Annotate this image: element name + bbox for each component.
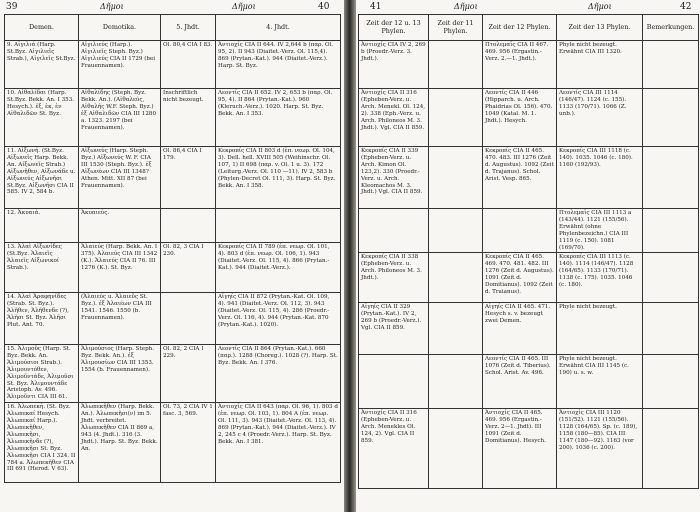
cell-4-jhdt: Λεοντίς CIA II 864 (Prytan.-Kat.). 660 (παρ.). 1288 (Choreg.). 1028 (?). Harp. St. Byz. Bekk. An. I 376. (216, 345, 341, 403)
col-header-13-phylen: Zeit der 13 Phylen. (557, 15, 643, 41)
cell-demen: 9. Αἰγιλιά (Harp. St.Byz. Αἰγιλιεῖς Strab.), Αἰγιλεῖς St.Byz. (5, 41, 79, 89)
cell-12-13: Ἀντιοχίς CIA IV 2, 269 b (Proedr.-Verz. 3. Jhdt.). (359, 41, 429, 89)
cell-5-jhdt (161, 293, 216, 345)
running-head-right: Δῆμοι (454, 2, 478, 11)
page-number-left: 39 (6, 2, 18, 12)
cell-demen: 15. Ἁλιμοῦς (Harp. St. Byz. Bekk. An. Ἁλιμούσιοι Strab.). Ἁλιμουντόθεν, Ἁλιμοῦντάδε, Ἁλιμοῦσι St. Byz. Ἁλιμουντάδε Aristoph. Av. 496. Ἁλιμοῦντι CIA III 61. (5, 345, 79, 403)
cell-5-jhdt: Ol. 80,4 CIA I 83. (161, 41, 216, 89)
cell-12-13: Αἰγηίς CIA II 329 (Prytan.-Kat.). IV 2, 269 b (Proedr.-Verz.). Vgl. CIA II 859. (359, 303, 429, 355)
cell-4-jhdt: Λεοντίς CIA II 652. IV 2, 653 b (παρ. Ol. 95, 4). II 864 (Prytan.-Kat.). 960 (Kleruch.-Verz.). 1020. Harp. St. Byz. Bekk. An. I 353. (216, 89, 341, 147)
cell-demotika: Αἰξωνεύς (Harp. Steph. Byz.) Αἰξωνεύς W. F. CIA III 1530 (Steph. Byz.). ἐξ Αἰξωνέων CIA III 1348? Athen. Mitt. XII 87 (bei Frauennamen). (79, 147, 161, 209)
cell-demotika: Ἀλωπεκῆθεν (Harp. Bekk. An.). Ἀλωπεκῆσι(ν) im 5. Jhdt. verbreitet. Ἀλωπεκῆθεν CIA II 869 a, 943 (4. Jhdt.). 316 (3. Jhdt.). Harp. St. Byz. Bekk. An. (79, 403, 161, 483)
cell-5-jhdt: Ol. 82, 2 CIA I 229. (161, 345, 216, 403)
col-header-12-phylen: Zeit der 12 Phylen. (483, 15, 557, 41)
cell-demotika: Ἀκυαιεύς. (79, 209, 161, 243)
cell-5-jhdt: Ol. 73, 2 CIA IV 1 fasc. 3, 569. (161, 403, 216, 483)
cell-12: Λεοντίς CIA II 465. III 1076 (Zeit d. Tiberius). Schol. Arist. Av. 496. (483, 355, 557, 409)
cell-bemerkungen (643, 355, 699, 409)
cell-13: Κεκροπίς CIA III 1113 (c. 140). 1114 (146/47). 1128 (164/65). 1133 (170/71). 1138 (c. 175). 1035. 1046 (c. 180). (557, 253, 643, 303)
cell-bemerkungen (643, 253, 699, 303)
cell-13: Ἀντιοχίς CIA III 1120 (151/52). 1121 (155/56). 1128 (164/65). Sp. (c. 189), 1158 (180—85). CIA III 1147 (180—92). 1163 (vor 200). 1036 (c. 200). (557, 409, 643, 489)
table-row (5, 147, 341, 209)
table-row (359, 89, 699, 147)
col-header-demen: Demen. (5, 15, 79, 41)
cell-demen: 10. Αἰθαλίδαι (Harp. St.Byz. Bekk. An. I 353. Hesych.). ἐξ, ἐκ, ἐν Αἰθαλιδῶν St. Byz. (5, 89, 79, 147)
table-row (359, 41, 699, 89)
running-head-right-2: Δῆμοι (588, 2, 612, 11)
cell-12-13: Ἀντιοχίς CIA II 316 (Epheben-Verz. u. Arch. Menekl. Ol. 124, 2). 338 (Eph.-Verz. u. Arch. Philoneos M. 3. Jhdt.). Vgl. CIA II 859. (359, 89, 429, 147)
cell-demen: 16. Ἀλωπεκή. (St. Byz. Ἀλωπεκαί Hesych. Ἀλωπεκαί Harp.). Ἀλωπεκῆθεν, Ἀλωπεκῆσι, Ἀλωπεκῆνδε (?), Ἀλωπεκῆσι St. Byz. Ἀλωπεκῆσι CIA I 324. II 784 a. Ἀλωπεκῆθεν CIA III 691 (Herod. V 63). (5, 403, 79, 483)
table-row (359, 303, 699, 355)
cell-4-jhdt: Αἰγηίς CIA II 872 (Prytan.-Kat. Ol. 109, 4). 941 (Diaitet.-Verz. Ol. 112, 3). 943 (Diaitet.-Verz. Ol. 115, 4). 286 (Proedr.-Verz. Ol. 116, 4). 944 (Prytan.-Kat. 870 (Prytan.-Kat.). 1020). (216, 293, 341, 345)
cell-11 (429, 147, 483, 209)
table-row (359, 209, 699, 253)
book-gutter (344, 0, 356, 512)
cell-13: Phyle nicht bezeugt. (557, 303, 643, 355)
cell-11 (429, 355, 483, 409)
col-header-11-phylen: Zeit der 11 Phylen. (429, 15, 483, 41)
cell-12: Αἰγηίς CIA II 465. 471. Hesych s. v. bezeugt zwei Demen. (483, 303, 557, 355)
cell-demotika: Αἰγιλιεύς (Harp.). Αἰγιλιεῖς Steph. Byz.) Αἰγιλιεύς CIA II 1729 (bei Frauennamen). (79, 41, 161, 89)
cell-13: Phyle nicht bezeugt. Erwähnt CIA III 1320. (557, 41, 643, 89)
table-row (5, 403, 341, 483)
page-number-right-left: 41 (370, 2, 382, 12)
cell-5-jhdt: Inschriftlich nicht bezeugt. (161, 89, 216, 147)
phylen-table (358, 14, 699, 489)
col-header-12-13-phylen: Zeit der 12 u. 13 Phylen. (359, 15, 429, 41)
cell-bemerkungen (643, 41, 699, 89)
cell-11 (429, 409, 483, 489)
page-number-left-center: 40 (318, 2, 330, 12)
cell-bemerkungen (643, 209, 699, 253)
cell-12: Κεκροπίς CIA II 465. 470. 483. III 1276 (Zeit d. Augustus). 1092 (Zeit d. Trajanus). Schol. Arist. Vesp. 865. (483, 147, 557, 209)
col-header-4-jhdt: 4. Jhdt. (216, 15, 341, 41)
cell-bemerkungen (643, 303, 699, 355)
cell-bemerkungen (643, 147, 699, 209)
cell-11 (429, 89, 483, 147)
col-header-demotika: Demotika. (79, 15, 161, 41)
cell-12: Πτολεμαΐς CIA II 467. 469. 956 (Ergastin.-Verz. 2.—1. Jhdt.). (483, 41, 557, 89)
table-row (359, 355, 699, 409)
cell-11 (429, 253, 483, 303)
cell-4-jhdt: Ἀντιοχίς CIA II 643 (παρ. Ol. 96, 1). 803 d (ἐπ. νεωρ. Ol. 103, 1). 804 A (ἐπ. νεωρ. Ol. 111, 3). 943 (Diaitet.-Verz. Ol. 113, 4). 869 (Prytan.-Kat.). 944 (Diaitet.-Verz.). IV 2, 245 c 4 (Proedr.-Verz.). Harp. St. Byz. Bekk. An. I 381. (216, 403, 341, 483)
running-head-left-2: Δῆμοι (232, 2, 256, 11)
cell-demen: 13. Ἁλαὶ Αἰξωνίδες (St.Byz. Ἁλαιεῖς Ἁλαιεῖς Αἰξωνικοί Strab.). (5, 243, 79, 293)
cell-demotika: Αἰθαλίδης (Steph. Byz. Bekk. An.). (Αἰθαλεύς, Αἰθαλῆς W.F. Steph. Byz.) ἐξ Αἰθαλιδῶν CIA III 1280 a. 1323. 2197 (bei Frauennamen). (79, 89, 161, 147)
table-row (5, 243, 341, 293)
cell-12: Λεοντίς CIA II 446 (Hipparch. u. Arch. Phaidrias Ol. 156). 470. 1049 (Katal. M. 1. Jhdt.). Hesych. (483, 89, 557, 147)
cell-12 (483, 209, 557, 253)
cell-13: Phyle nicht bezeugt. Erwähnt CIA III 1145 (c. 190) u. s. w. (557, 355, 643, 409)
cell-demotika: Ἁλιμούσιος (Harp. Steph. Byz. Bekk. An.). ἐξ Ἁλιμουσίων CIA III 1353. 1554 (b. Frauennamen). (79, 345, 161, 403)
col-header-5-jhdt: 5. Jhdt. (161, 15, 216, 41)
cell-5-jhdt (161, 209, 216, 243)
cell-bemerkungen (643, 89, 699, 147)
cell-5-jhdt: Ol. 86,4 CIA I 179. (161, 147, 216, 209)
cell-12: Κεκροπίς CIA II 465. 469. 470. 481. 482. III 1276 (Zeit d. Augustus). 1091 (Zeit d. Domitianus). 1092 (Zeit d. Traianus). (483, 253, 557, 303)
cell-demotika: Ἁλαιεύς (Harp. Bekk. An. I 375). Ἁλαιεύς CIA III 1342 (K.). Ἁλαιεύς CIA II 76. III 1276 (K.). St. Byz. (79, 243, 161, 293)
cell-4-jhdt: Κεκροπίς CIA II 803 d (ἐπ. νεωρ. Ol. 104, 3). Dell. hell. XVIII 505 (Weihinschr. Ol. 107, 1) II 698 (παρ. v. Ol. 1 u. 3). 172 (Leiturg.-Verz. Ol. 110 —11). IV 2, 583 b (Phylen-Decret Ol. 111, 3). Harp. St. Byz. Bekk. An. I 358. (216, 147, 341, 209)
demen-table (4, 14, 341, 483)
table-row (5, 293, 341, 345)
running-head-left: Δῆμοι (100, 2, 124, 11)
cell-demen: 12. Ἀκυαιά. (5, 209, 79, 243)
cell-demen: 14. Ἁλαὶ Ἀραφηνίδες (Strab. St. Byz.). Ἁλῆθεν, Ἁλῆθενδε (?), Ἁλῆσι St. Byz. Ἁλῆσι Plut. Ant. 70. (5, 293, 79, 345)
table-row (359, 409, 699, 489)
cell-12-13: Ἀντιοχίς CIA II 316 (Epheben-Verz. u. Arch. Menekles Ol. 124, 2). Vgl. CIA II 859. (359, 409, 429, 489)
table-row (5, 345, 341, 403)
cell-13: Λεοντίς CIA III 1114 (146/47). 1124 (c. 155). 1133 (170/71). 1066 (Z. unb.). (557, 89, 643, 147)
cell-4-jhdt: Ἀντιοχίς CIA II 644. IV 2,644 b (παρ. Ol. 95, 2). II 943 (Diaitet.-Verz. Ol. 115,4). 869 (Prytan.-Kat.). 944 (Diaitet.-Verz.). Harp. St. Byz. (216, 41, 341, 89)
cell-12-13: Κεκροπίς CIA II 339 (Epheben-Verz. u. Arch. Kimon Ol. 123,2). 330 (Proedr.-Verz. u. Arch. Kleomachos M. 3. Jhdt.) Vgl. CIA II 859. (359, 147, 429, 209)
cell-demen: 11. Αἰξωνή. (St.Byz. Αἰξωνεῖς Harp. Bekk. An. Αἰξωνεῖς Strab.) Αἰξωνῆθεν, Αἰξωνάδε u. Αἰξωνεύς Αἰξωνῆσι St.Byz. Αἰξωνῆσι CIA II 585. IV 2, 584 b. (5, 147, 79, 209)
cell-11 (429, 209, 483, 253)
cell-4-jhdt (216, 209, 341, 243)
table-row (359, 253, 699, 303)
table-row (359, 147, 699, 209)
cell-4-jhdt: Κεκροπίς CIA II 789 (ἐπ. νεωρ. Ol. 101, 4). 803 d (ἐπ. νεωρ. Ol. 106, 1). 943 (Diaitet.-Verz. Ol. 115, 4). 866 (Prytan.-Kat.). 944 (Diaitet.-Verz.). (216, 243, 341, 293)
col-header-bemerkungen: Bemerkungen. (643, 15, 699, 41)
table-row (5, 89, 341, 147)
cell-13: Πτολεμαΐς CIA III 1113 a (143/44). 1121 (155/56). Erwähnt (ohne Phylenbezeichn.) CIA III 1119 (c. 150). 1081 (169/70). (557, 209, 643, 253)
table-row (5, 41, 341, 89)
cell-12: Ἀντιοχίς CIA II 465. 469. 956 (Ergastin.-Verz. 2—1. Jhdt). III 1091 (Zeit d. Domitianus). Hesych. (483, 409, 557, 489)
cell-13: Κεκροπίς CIA III 1118 (c. 140). 1035. 1046 (c. 180). 1160 (192/93). (557, 147, 643, 209)
right-page (356, 0, 700, 512)
cell-bemerkungen (643, 409, 699, 489)
cell-11 (429, 303, 483, 355)
left-page (0, 0, 344, 512)
cell-11 (429, 41, 483, 89)
cell-12-13 (359, 355, 429, 409)
table-row (5, 209, 341, 243)
cell-5-jhdt: Ol. 82, 3 CIA I 230. (161, 243, 216, 293)
cell-12-13 (359, 209, 429, 253)
page-number-right: 42 (680, 2, 692, 12)
cell-12-13: Κεκροπίς CIA II 338 (Epheben-Verz. u. Arch. Philoneos M. 3. Jhdt.). (359, 253, 429, 303)
cell-demotika: (Ἁλαιεύς u. Ἁλαιεῦς St. Byz.). ἐξ Ἁλαιέων CIA III 1541. 1546. 1550 (b. Frauennamen). (79, 293, 161, 345)
